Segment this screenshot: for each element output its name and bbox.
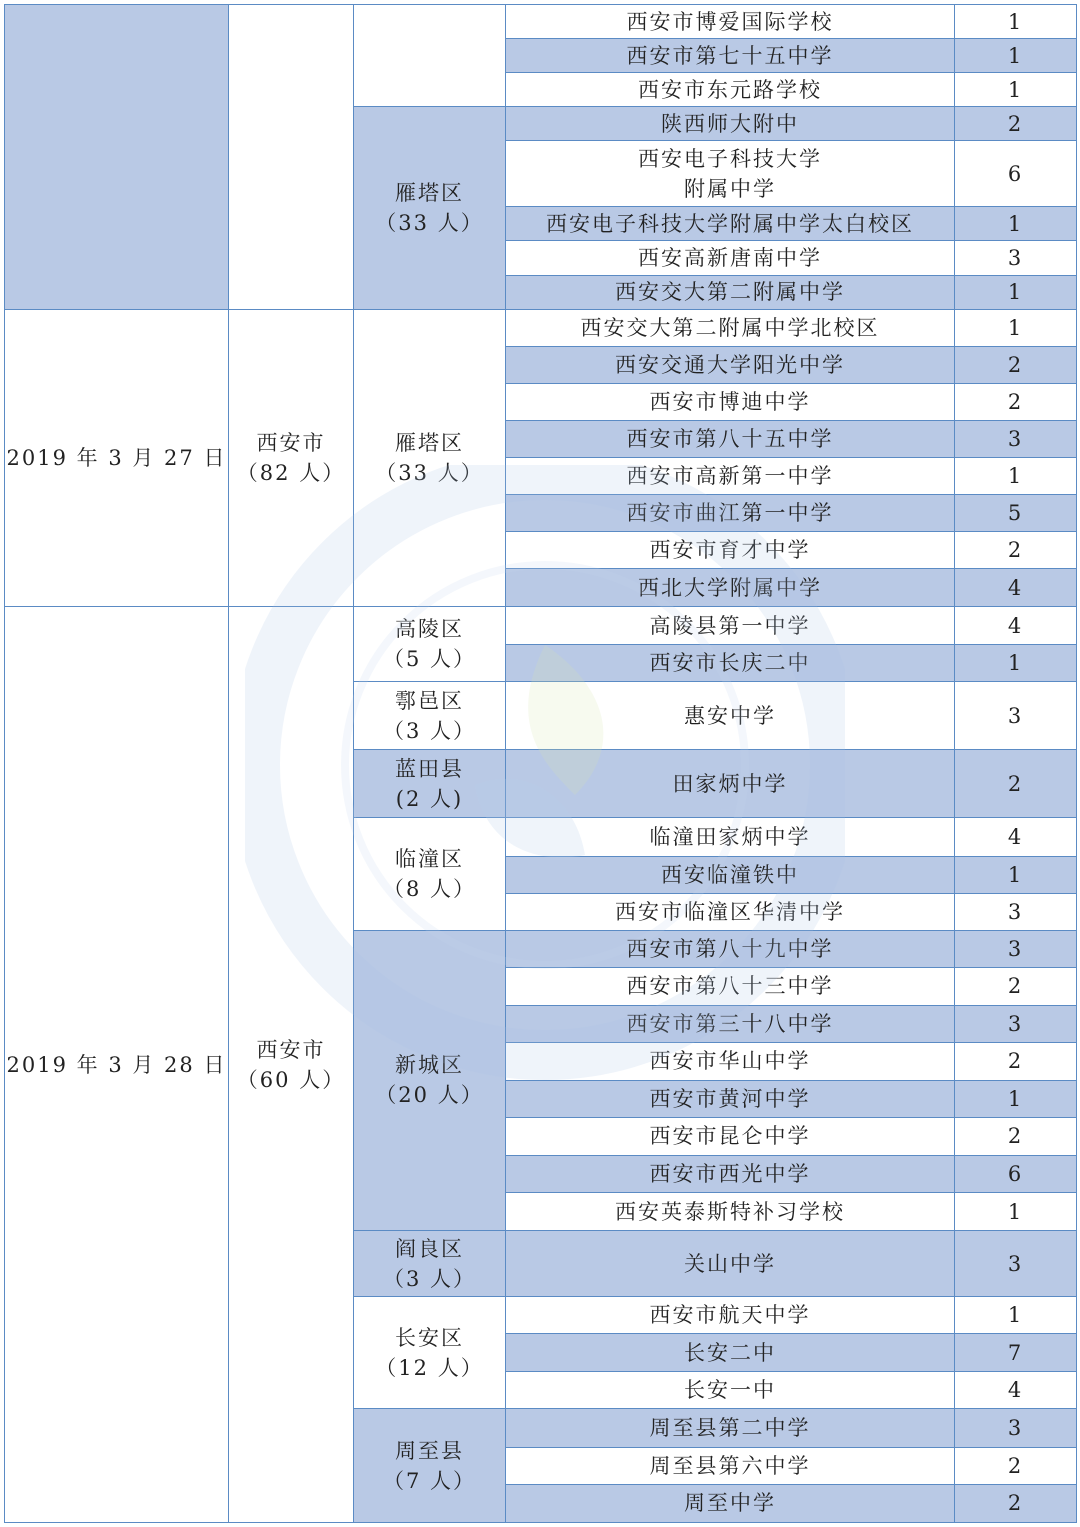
school-cell: 周至中学	[506, 1484, 955, 1522]
school-cell: 西安市黄河中学	[506, 1080, 955, 1117]
district-name: 新城区	[395, 1053, 464, 1078]
count-cell: 2	[955, 383, 1077, 420]
district-cell-lantian	[354, 750, 506, 818]
school-name-line1: 西安电子科技大学	[638, 146, 822, 171]
school-cell: 西安交大第二附属中学	[506, 275, 955, 309]
exam-schedule-table	[4, 4, 1077, 1523]
school-cell: 西安市博迪中学	[506, 383, 955, 420]
school-cell: 陕西师大附中	[506, 107, 955, 141]
count-cell: 1	[955, 5, 1077, 39]
school-cell: 西安市华山中学	[506, 1042, 955, 1080]
district-count: （33 人）	[375, 460, 484, 485]
school-cell: 西安市航天中学	[506, 1297, 955, 1334]
count-cell: 3	[955, 241, 1077, 275]
school-cell: 西安市第三十八中学	[506, 1005, 955, 1042]
city-cell-continued	[229, 5, 354, 310]
district-count: (2 人)	[395, 786, 464, 811]
city-count: （60 人）	[236, 1067, 346, 1092]
school-cell: 西安市临潼区华清中学	[506, 893, 955, 930]
district-count: （20 人）	[375, 1083, 484, 1108]
school-cell: 西安市东元路学校	[506, 73, 955, 107]
city-count: （82 人）	[236, 460, 346, 485]
district-name: 阎良区	[395, 1236, 464, 1261]
school-cell: 西安高新唐南中学	[506, 241, 955, 275]
district-name: 临潼区	[395, 847, 464, 872]
school-cell: 西安电子科技大学附属中学太白校区	[506, 207, 955, 241]
count-cell: 2	[955, 1042, 1077, 1080]
school-cell: 西安市高新第一中学	[506, 457, 955, 494]
count-cell: 3	[955, 1231, 1077, 1297]
count-cell: 2	[955, 1447, 1077, 1484]
school-cell: 西安英泰斯特补习学校	[506, 1193, 955, 1231]
date-cell: 2019 年 3 月 27 日	[5, 309, 229, 607]
table-row	[5, 5, 1077, 39]
district-name: 周至县	[395, 1438, 464, 1463]
school-cell: 周至县第二中学	[506, 1409, 955, 1447]
school-cell: 西安市西光中学	[506, 1156, 955, 1193]
count-cell: 2	[955, 1484, 1077, 1522]
district-name: 高陵区	[395, 617, 464, 642]
table-row	[5, 309, 1077, 346]
school-cell: 西安交大第二附属中学北校区	[506, 309, 955, 346]
district-cell-yanta	[354, 309, 506, 607]
district-count: （5 人）	[382, 647, 477, 672]
city-cell	[229, 607, 354, 1523]
school-cell: 高陵县第一中学	[506, 607, 955, 645]
table-row	[5, 607, 1077, 645]
count-cell: 6	[955, 1156, 1077, 1193]
school-cell: 惠安中学	[506, 682, 955, 750]
school-cell: 西北大学附属中学	[506, 569, 955, 607]
city-name: 西安市	[256, 1037, 326, 1062]
district-cell-yanliang	[354, 1231, 506, 1297]
count-cell: 4	[955, 569, 1077, 607]
count-cell: 1	[955, 1193, 1077, 1231]
district-cell-xincheng	[354, 930, 506, 1231]
count-cell: 4	[955, 1372, 1077, 1409]
city-name: 西安市	[256, 430, 326, 455]
school-cell	[506, 141, 955, 207]
count-cell: 1	[955, 207, 1077, 241]
district-cell-yanta	[354, 107, 506, 309]
count-cell: 4	[955, 607, 1077, 645]
district-count: （3 人）	[382, 1266, 477, 1291]
school-cell: 西安市育才中学	[506, 531, 955, 568]
count-cell: 2	[955, 967, 1077, 1005]
district-name: 鄠邑区	[395, 688, 464, 713]
count-cell: 1	[955, 1080, 1077, 1117]
school-name-line2: 附属中学	[684, 176, 776, 201]
school-cell: 西安市昆仑中学	[506, 1117, 955, 1155]
district-cell-zhouzhi	[354, 1409, 506, 1523]
count-cell: 2	[955, 1117, 1077, 1155]
count-cell: 1	[955, 1297, 1077, 1334]
count-cell: 7	[955, 1334, 1077, 1372]
count-cell: 3	[955, 420, 1077, 457]
count-cell: 3	[955, 682, 1077, 750]
school-cell: 西安市曲江第一中学	[506, 494, 955, 531]
school-cell: 西安交通大学阳光中学	[506, 346, 955, 383]
district-cell-gaoling	[354, 607, 506, 682]
count-cell: 1	[955, 645, 1077, 682]
district-name: 雁塔区	[395, 180, 464, 205]
count-cell: 1	[955, 457, 1077, 494]
date-cell-continued	[5, 5, 229, 310]
district-cell-changan	[354, 1297, 506, 1409]
count-cell: 3	[955, 1005, 1077, 1042]
school-cell: 西安市第七十五中学	[506, 39, 955, 73]
district-count: （8 人）	[382, 877, 477, 902]
count-cell: 3	[955, 930, 1077, 967]
school-cell: 关山中学	[506, 1231, 955, 1297]
district-count: （7 人）	[382, 1468, 477, 1493]
district-name: 雁塔区	[395, 430, 464, 455]
count-cell: 4	[955, 818, 1077, 856]
school-cell: 长安二中	[506, 1334, 955, 1372]
count-cell: 2	[955, 750, 1077, 818]
count-cell: 5	[955, 494, 1077, 531]
count-cell: 2	[955, 346, 1077, 383]
school-cell: 西安市第八十三中学	[506, 967, 955, 1005]
count-cell: 3	[955, 893, 1077, 930]
school-cell: 周至县第六中学	[506, 1447, 955, 1484]
count-cell: 2	[955, 107, 1077, 141]
district-cell-lintong	[354, 818, 506, 930]
school-cell: 西安市第八十五中学	[506, 420, 955, 457]
count-cell: 3	[955, 1409, 1077, 1447]
count-cell: 1	[955, 39, 1077, 73]
district-count: （12 人）	[375, 1355, 484, 1380]
district-count: （33 人）	[375, 210, 484, 235]
date-cell: 2019 年 3 月 28 日	[5, 607, 229, 1523]
district-name: 长安区	[395, 1325, 464, 1350]
count-cell: 1	[955, 275, 1077, 309]
school-cell: 田家炳中学	[506, 750, 955, 818]
city-cell	[229, 309, 354, 607]
district-cell-huyi	[354, 682, 506, 750]
school-cell: 临潼田家炳中学	[506, 818, 955, 856]
count-cell: 1	[955, 73, 1077, 107]
count-cell: 6	[955, 141, 1077, 207]
school-cell: 西安市博爱国际学校	[506, 5, 955, 39]
school-cell: 西安市第八十九中学	[506, 930, 955, 967]
count-cell: 1	[955, 309, 1077, 346]
district-count: （3 人）	[382, 718, 477, 743]
district-cell-continued	[354, 5, 506, 107]
district-name: 蓝田县	[395, 756, 464, 781]
school-cell: 西安市长庆二中	[506, 645, 955, 682]
count-cell: 1	[955, 856, 1077, 893]
count-cell: 2	[955, 531, 1077, 568]
school-cell: 西安临潼铁中	[506, 856, 955, 893]
school-cell: 长安一中	[506, 1372, 955, 1409]
